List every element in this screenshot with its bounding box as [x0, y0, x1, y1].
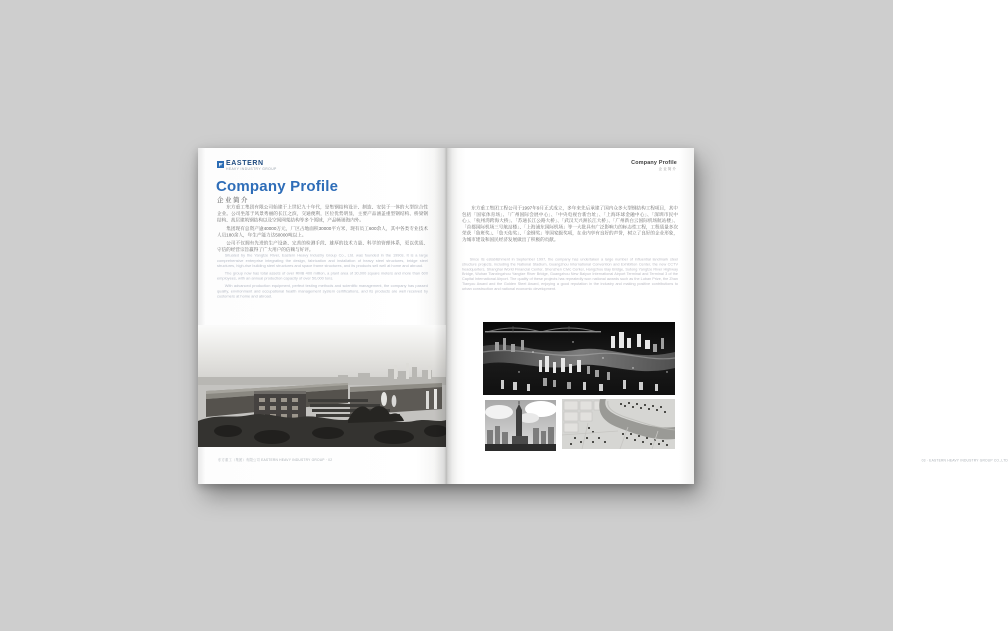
brochure-spread	[198, 148, 1008, 484]
paragraph: 公司不仅拥有先进的生产设备、完善的检测手段、雄厚的技术力量、科学的管理体系，更以优质、守信的经营宗旨赢得了广大用户的信赖与好评。	[217, 240, 428, 253]
left-page	[198, 148, 446, 484]
paragraph: The group now has total assets of over RMB 400 million, a plant area of 30,000 square meters and more than 600 employees, with an annual production capacity of over 50,000 tons.	[217, 270, 428, 281]
page-title: Company Profile	[216, 178, 339, 195]
page-subtitle-cn: 企业简介	[217, 197, 249, 204]
paragraph: Situated by the Yangtze River, Eastern Heavy Industry Group Co., Ltd. was founded in the 1990s. It is a large comprehensive enterprise integrating the design, fabrication and installation of heavy steel structures, bridge steel structures, high-rise building steel structures and space frame structures, and its products sell well at home and abroad.	[217, 253, 428, 269]
brand-logo	[217, 160, 277, 171]
right-page-footer	[568, 459, 1008, 467]
factory-photo	[198, 325, 446, 447]
logo-tagline: HEAVY INDUSTRY GROUP	[226, 167, 277, 171]
city-night-photo	[483, 322, 675, 395]
right-page	[446, 148, 1008, 484]
factory-photo-illustration	[198, 325, 446, 447]
riverside-aerial-photo	[562, 399, 675, 449]
right-body-en	[462, 257, 678, 309]
paragraph: 东方重工集团有限公司始建于上世纪九十年代，是集钢结构设计、制造、安装于一体的大型综合性企业。公司坐落于风景秀丽的长江之滨，交通便利，区位优势明显，主要产品涵盖重型钢结构、桥梁钢结构、高层建筑钢结构以及空间网架结构等多个领域，产品畅销海内外。	[217, 204, 428, 223]
left-body-en	[217, 253, 428, 315]
left-body-cn	[217, 204, 428, 254]
paragraph: Since its establishment in September 1997, the company has undertaken a large number of influential landmark steel structure projects, including the National Stadium, Guangzhou International Convention and Exhibition Center, the new CCTV headquarters, Shanghai World Financial Center, Shenzhen Civic Center, Hangzhou Bay Bridge, Sutong Yangtze River Highway Bridge, Wuhan Tianxingzhou Yangtze River Bridge, Guangzhou New Baiyun International Airport Terminal and Terminal 3 of the Capital International Airport. The quality of these projects has repeatedly won national awards such as the Luban Prize, the Zhan Tianyou Award and the Golden Steel Award, enjoying a good reputation in the industry and making positive contributions to urban construction and national economic development.	[462, 257, 678, 291]
paragraph: 东方重工集团工程公司于1997年9月正式成立，多年来先后承建了国内众多大型钢结构工程项目，其中包括「国家体育场」、「广州国际会展中心」、「中央电视台新台址」、「上海环球金融中心」、「深圳市民中心」、「杭州湾跨海大桥」、「苏通长江公路大桥」、「武汉天兴洲长江大桥」、「广州新白云国际机场航站楼」、「首都国际机场三号航站楼」、「上海浦东国际机场」等一大批具有广泛影响力的标志性工程，工程质量多次荣获「鲁班奖」、「詹天佑奖」、「金钢奖」等国家级奖项，在业内享有良好的声誉，树立了良好的企业形象，为城市建设和国民经济发展做出了积极的贡献。	[462, 205, 678, 242]
logo-words	[226, 160, 277, 171]
left-page-footer	[218, 457, 358, 465]
right-page-header	[631, 161, 677, 172]
tower-skyline-photo	[485, 400, 556, 451]
right-body-cn	[462, 205, 678, 255]
paragraph: 集团现有总资产逾40000万元，厂区占地面积30000平方米，现有员工600余人，其中各类专业技术人员180余人，年生产能力达50000吨以上。	[217, 225, 428, 238]
left-footer-text: 东方重工（集团）有限公司 EASTERN HEAVY INDUSTRY GROUP · 02	[218, 458, 333, 462]
right-header-title: Company Profile	[631, 160, 677, 166]
city-night-illustration	[483, 322, 675, 395]
tower-skyline-illustration	[485, 400, 556, 451]
riverside-aerial-illustration	[562, 399, 675, 449]
logo-text: EASTERN	[226, 160, 264, 167]
right-header-subtitle-cn: 企业简介	[658, 166, 677, 171]
logo-mark-icon	[217, 161, 224, 168]
right-footer-text: 03 · EASTERN HEAVY INDUSTRY GROUP CO.,LTD	[921, 459, 1008, 463]
paragraph: With advanced production equipment, perfect testing methods and scientific management, the company has passed quality, environment and occupational health management system certifications, and its products are well received by customers at home and abroad.	[217, 283, 428, 299]
